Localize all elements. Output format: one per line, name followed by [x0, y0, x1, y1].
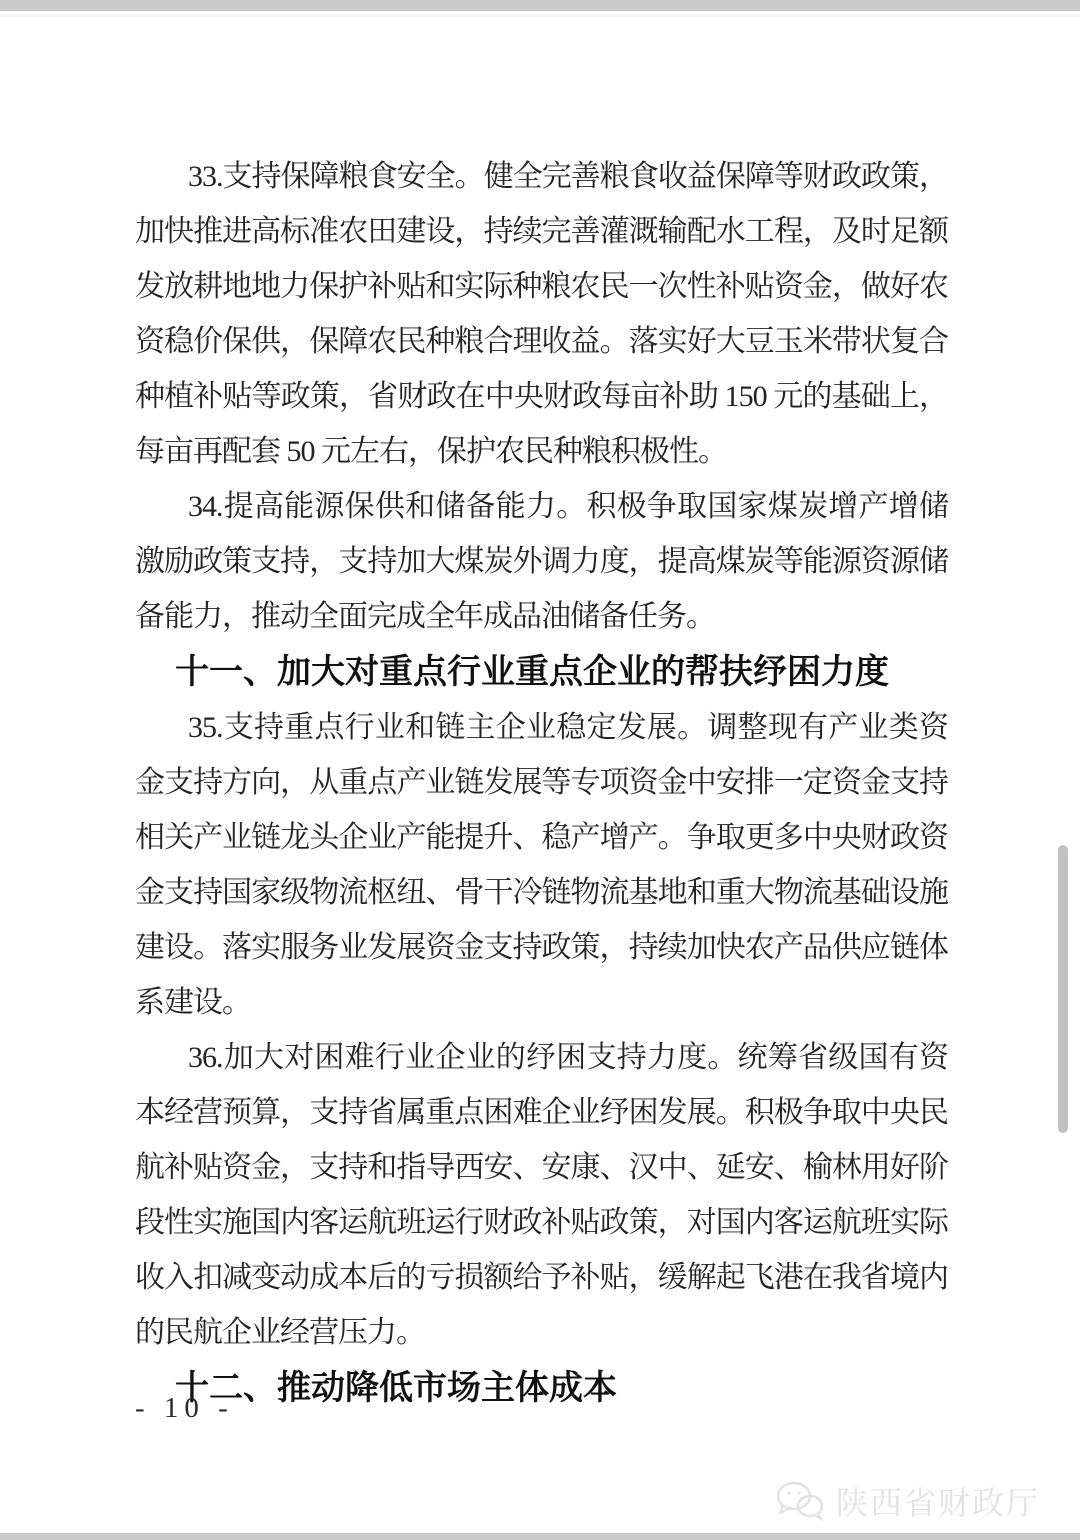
text-line: 航补贴资金，支持和指导西安、安康、汉中、延安、榆林用好阶: [135, 1151, 948, 1184]
text-line: 十二、推动降低市场主体成本: [175, 1369, 617, 1407]
text-line: 34.提高能源保供和储备能力。积极争取国家煤炭增产增储: [188, 490, 948, 523]
text-line: 收入扣减变动成本后的亏损额给予补贴，缓解起飞港在我省境内: [135, 1261, 948, 1294]
text-line: 35.支持重点行业和链主企业稳定发展。调整现有产业类资: [188, 711, 948, 744]
text-line: 资稳价保供，保障农民种粮合理收益。落实好大豆玉米带状复合: [135, 325, 948, 358]
watermark: [774, 1478, 1040, 1524]
text-line: 相关产业链龙头企业产能提升、稳产增产。争取更多中央财政资: [135, 821, 948, 854]
wechat-icon: [774, 1479, 826, 1523]
text-line: 金支持国家级物流枢纽、骨干冷链物流基地和重大物流基础设施: [135, 876, 948, 909]
text-line: 加快推进高标准农田建设，持续完善灌溉输配水工程，及时足额: [135, 215, 948, 248]
paragraph: [135, 1030, 948, 1360]
paragraph: [135, 700, 948, 1030]
text-line: 种植补贴等政策，省财政在中央财政每亩补助 150 元的基础上，: [135, 380, 948, 413]
text-line: 36.加大对困难行业企业的纾困支持力度。统筹省级国有资: [188, 1041, 948, 1074]
bottom-edge-bar: [0, 1533, 1080, 1540]
text-line: 33.支持保障粮食安全。健全完善粮食收益保障等财政政策，: [188, 160, 948, 193]
text-line: 十一、加大对重点行业重点企业的帮扶纾困力度: [175, 653, 889, 691]
text-line: 系建设。: [135, 986, 251, 1019]
text-line: 每亩再配套 50 元左右，保护农民种粮积极性。: [135, 435, 727, 468]
text-line: 的民航企业经营压力。: [135, 1316, 425, 1349]
paragraph: [135, 149, 948, 479]
text-line: 金支持方向，从重点产业链发展等专项资金中安排一定资金支持: [135, 766, 948, 799]
watermark-label: 陕西省财政厅: [835, 1485, 1040, 1521]
paragraph: [135, 479, 948, 644]
text-line: 发放耕地地力保护补贴和实际种粮农民一次性补贴资金，做好农: [135, 270, 948, 303]
top-divider: [0, 14, 1080, 17]
section-heading: [135, 1360, 948, 1416]
text-line: 备能力，推动全面完成全年成品油储备任务。: [135, 600, 715, 633]
page-number: - 10 -: [135, 1392, 234, 1424]
scrollbar-thumb[interactable]: [1058, 845, 1068, 1133]
text-line: 本经营预算，支持省属重点困难企业纾困发展。积极争取中央民: [135, 1096, 948, 1129]
text-line: 建设。落实服务业发展资金支持政策，持续加快农产品供应链体: [135, 931, 948, 964]
document-page: [135, 149, 948, 1416]
top-edge-bar: [0, 0, 1080, 11]
text-line: 段性实施国内客运航班运行财政补贴政策，对国内客运航班实际: [135, 1206, 948, 1239]
section-heading: [135, 644, 948, 700]
text-line: 激励政策支持，支持加大煤炭外调力度，提高煤炭等能源资源储: [135, 545, 948, 578]
